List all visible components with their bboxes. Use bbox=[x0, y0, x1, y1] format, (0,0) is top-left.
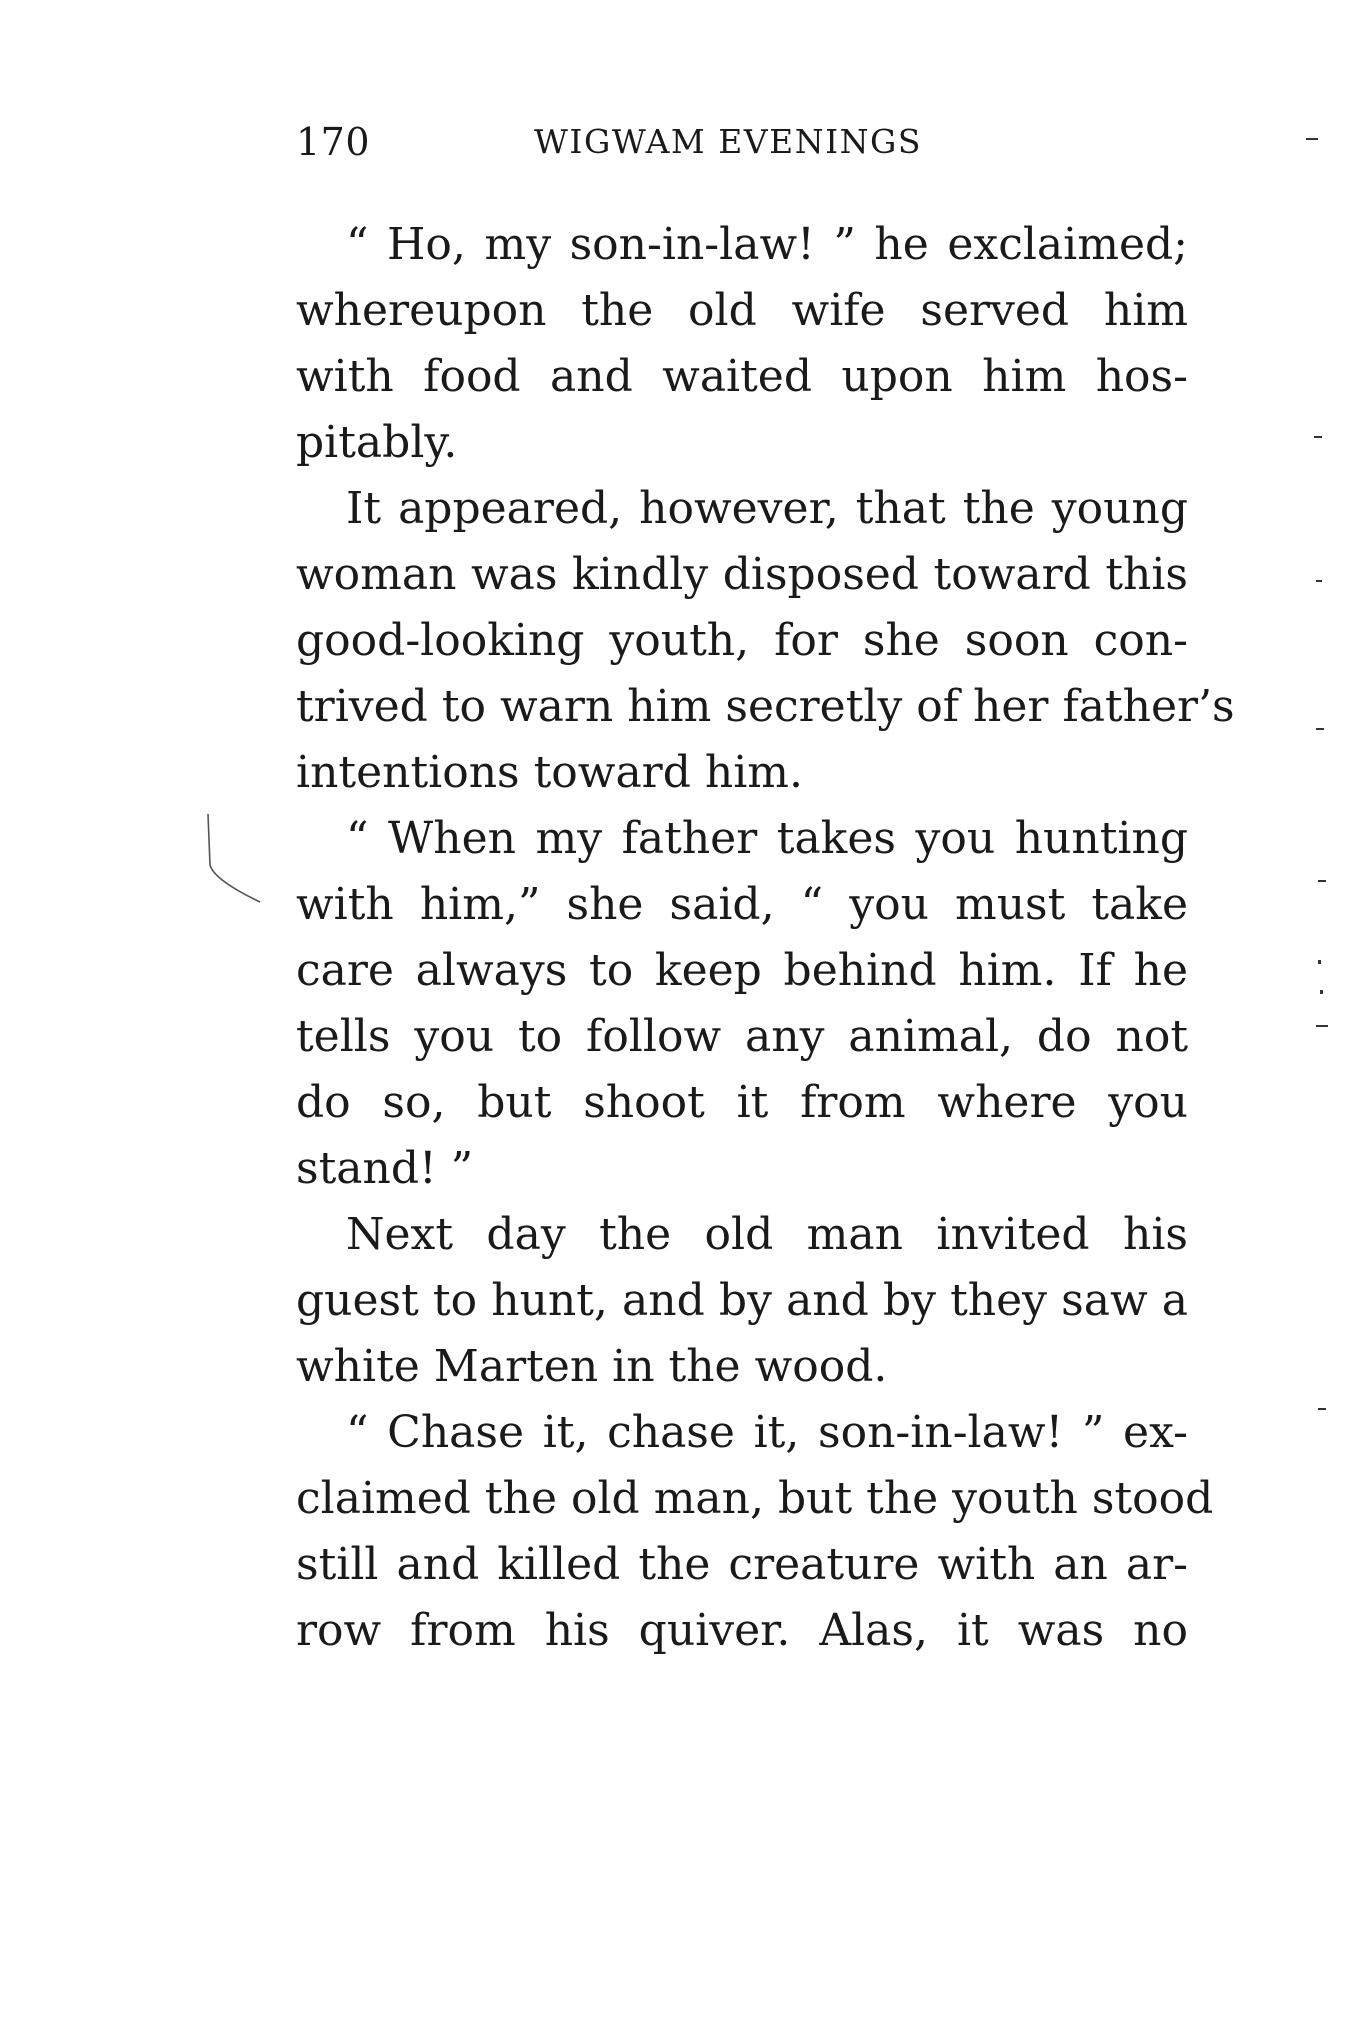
text-line: whereupon the old wife served him bbox=[296, 285, 1188, 336]
scan-speck bbox=[1320, 990, 1323, 994]
page-header bbox=[296, 120, 1186, 180]
scan-speck bbox=[1314, 436, 1322, 438]
text-line: guest to hunt, and by and by they saw a bbox=[296, 1275, 1188, 1326]
scan-speck bbox=[1318, 880, 1326, 882]
text-line: row from his quiver. Alas, it was no bbox=[296, 1605, 1188, 1656]
text-line: care always to keep behind him. If he bbox=[296, 945, 1188, 996]
text-line: tells you to follow any animal, do not bbox=[296, 1011, 1188, 1062]
text-line: trived to warn him secretly of her father’s bbox=[296, 681, 1235, 732]
text-line: woman was kindly disposed toward this bbox=[296, 549, 1188, 600]
scan-speck bbox=[1318, 1408, 1326, 1410]
scan-speck bbox=[1306, 138, 1318, 140]
scan-speck bbox=[1318, 960, 1321, 964]
scan-speck bbox=[1316, 728, 1324, 730]
text-line: intentions toward him. bbox=[296, 747, 803, 798]
running-head: WIGWAM EVENINGS bbox=[534, 122, 922, 161]
text-line: still and killed the creature with an ar- bbox=[296, 1539, 1188, 1590]
text-line: claimed the old man, but the youth stood bbox=[296, 1473, 1214, 1524]
text-line: white Marten in the wood. bbox=[296, 1341, 888, 1392]
text-line: “ Chase it, chase it, son-in-law! ” ex- bbox=[346, 1407, 1188, 1458]
text-line: Next day the old man invited his bbox=[346, 1209, 1188, 1260]
text-line: It appeared, however, that the young bbox=[346, 483, 1188, 534]
text-line: stand! ” bbox=[296, 1143, 474, 1194]
text-line: “ Ho, my son-in-law! ” he exclaimed; bbox=[346, 219, 1188, 270]
scan-speck bbox=[1316, 580, 1322, 582]
text-line: with food and waited upon him hos- bbox=[296, 351, 1188, 402]
text-line: “ When my father takes you hunting bbox=[346, 813, 1188, 864]
text-line: with him,” she said, “ you must take bbox=[296, 879, 1188, 930]
scan-speck bbox=[1316, 1025, 1328, 1027]
margin-pencil-mark bbox=[200, 810, 270, 910]
text-line: good-looking youth, for she soon con- bbox=[296, 615, 1188, 666]
text-line: pitably. bbox=[296, 417, 458, 468]
page-number: 170 bbox=[296, 120, 371, 164]
body-text bbox=[296, 212, 1235, 1664]
text-line: do so, but shoot it from where you bbox=[296, 1077, 1188, 1128]
